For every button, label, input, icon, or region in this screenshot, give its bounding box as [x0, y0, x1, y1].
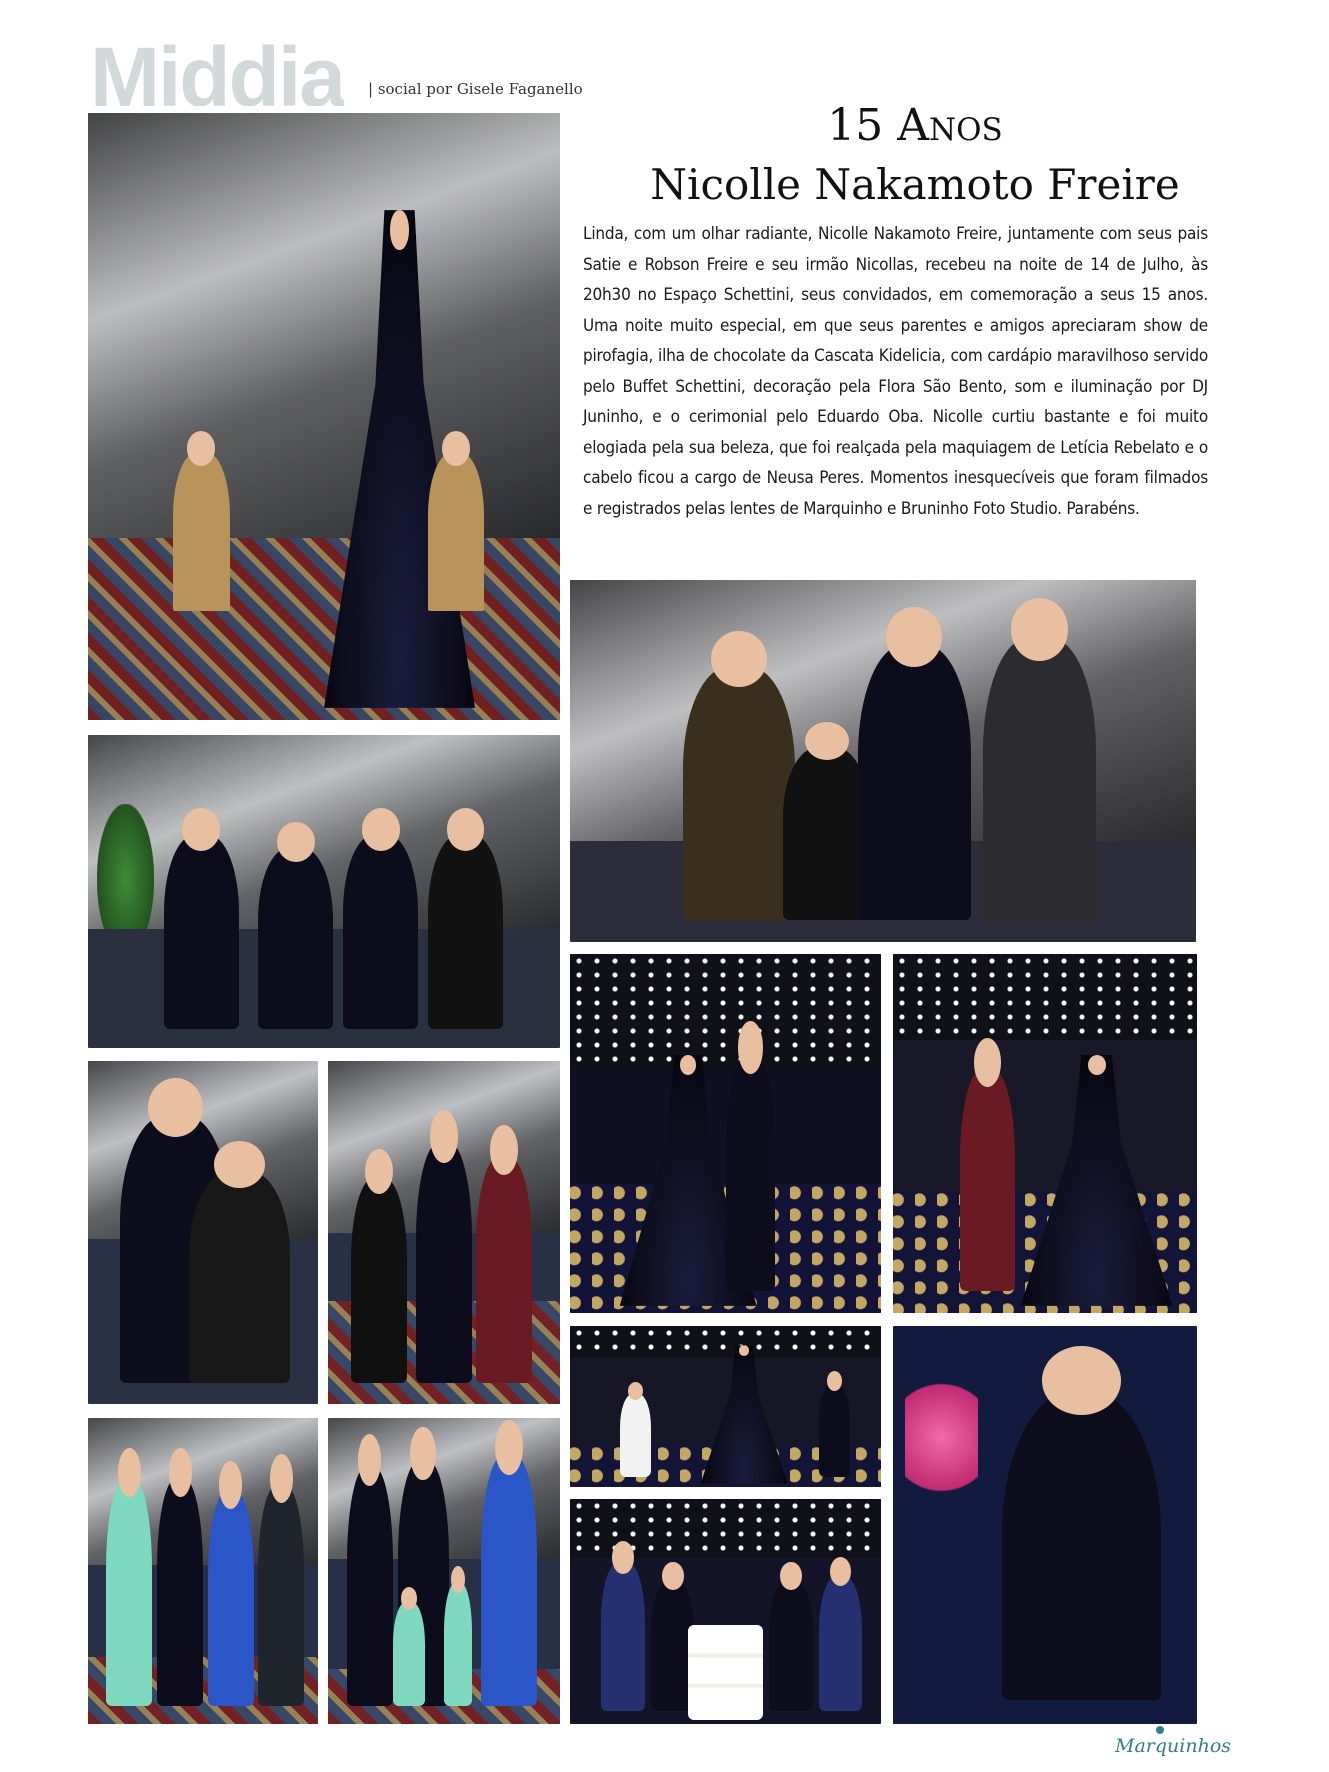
photo-grandparents — [328, 1061, 560, 1404]
section-byline: | social por Gisele Faganello — [368, 80, 583, 98]
photo-family — [570, 580, 1196, 942]
photo-family-children — [328, 1418, 560, 1724]
photo-group-mint — [88, 1418, 318, 1724]
photo-dance-father — [570, 954, 881, 1313]
photo-grandmother-hug — [88, 1061, 318, 1404]
photo-portrait-main — [88, 113, 560, 720]
photo-group-four — [88, 735, 560, 1048]
photographer-logo-text: Marquinhos — [1115, 1735, 1232, 1757]
article-body: Linda, com um olhar radiante, Nicolle Nakamoto Freire, juntamente com seus pais Satie e Robson Freire e seu irmão Nicollas, recebeu na noite de 14 de Julho, às 20h30 no Espaço Schettini, seus convidados, em comemoração a seus 15 anos. Uma noite muito especial, em que seus parentes e amigos apreciaram show de pirofagia, ilha de chocolate da Cascata Kidelicia, com cardápio maravilhoso servido pelo Buffet Schettini, decoração pela Flora São Bento, som e iluminação por DJ Juninho, e o cerimonial pelo Eduardo Oba. Nicolle curtiu bastante e foi muito elogiada pela sua beleza, que foi realçada pela maquiagem de Letícia Rebelato e o cabelo ficou a cargo de Neusa Peres. Momentos inesquecíveis que foram filmados e registrados pelas lentes de Marquinho e Bruninho Foto Studio. Parabéns. — [583, 224, 1208, 519]
article-subtitle: Nicolle Nakamoto Freire — [650, 160, 1180, 209]
photo-dance-boy — [570, 1326, 881, 1487]
article-title: 15 Anos — [827, 100, 1003, 151]
photo-closeup-roses — [893, 1326, 1197, 1724]
magazine-masthead: Middia — [90, 40, 344, 106]
photo-dance-grandfather — [893, 954, 1197, 1313]
logo-mark-icon — [1156, 1726, 1164, 1734]
photographer-logo — [1115, 1726, 1232, 1757]
photo-cake — [570, 1499, 881, 1724]
